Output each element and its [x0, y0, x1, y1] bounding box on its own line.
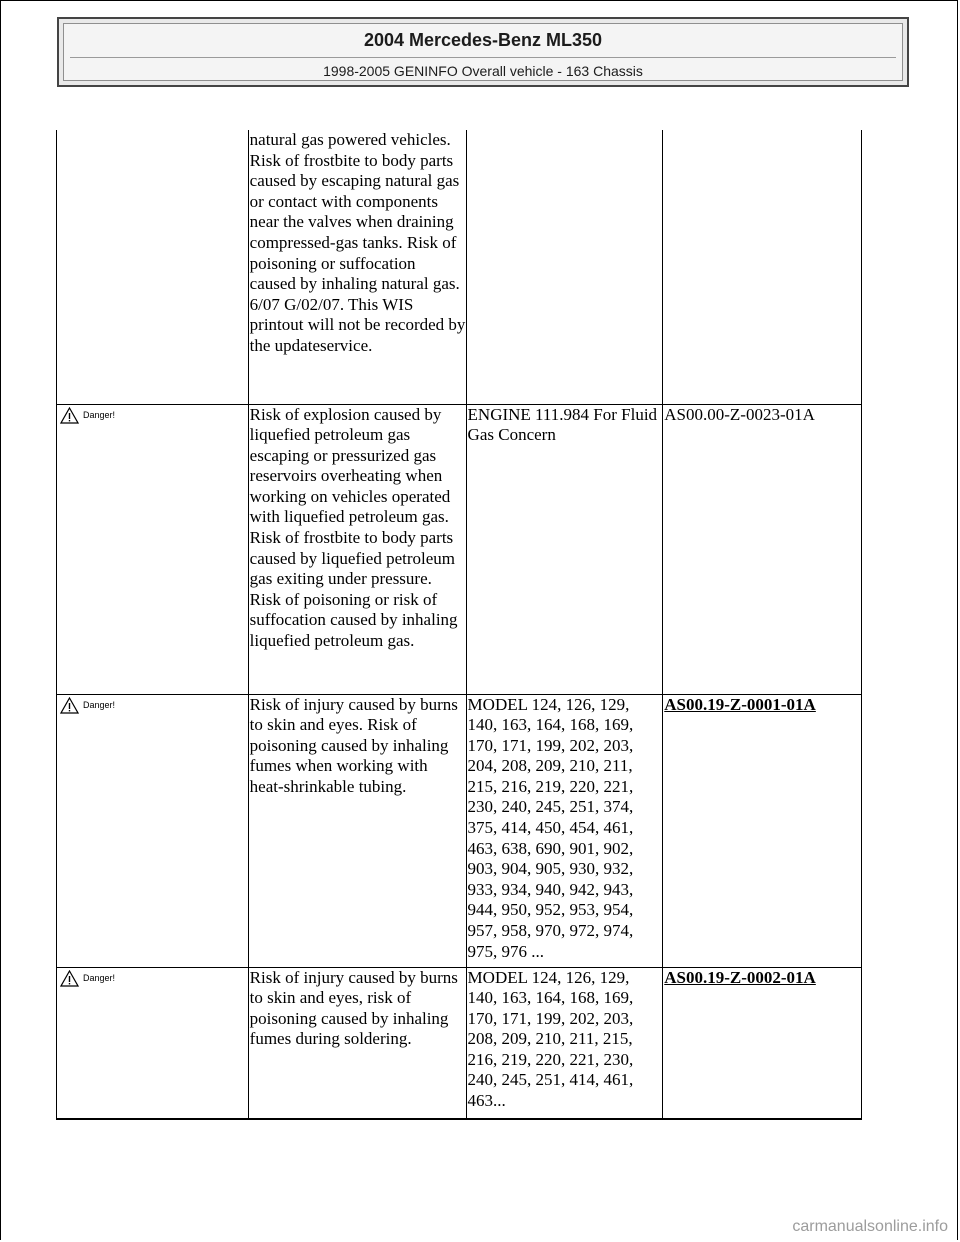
model-cell — [466, 404, 663, 694]
document-cell — [663, 404, 862, 694]
model-text: MODEL 124, 126, 129, 140, 163, 164, 168, 169, 170, 171, 199, 202, 203, 208, 209, 210, 211, 215, 216, 219, 220, 221, 230, 240, 245, 251, 414, 461, 463... — [467, 967, 634, 1111]
document-header — [57, 17, 909, 87]
header-inner-frame — [63, 23, 903, 81]
model-cell — [466, 130, 663, 404]
model-text: MODEL 124, 126, 129, 140, 163, 164, 168, 169, 170, 171, 199, 202, 203, 204, 208, 209, 210, 211, 215, 216, 219, 220, 221, 230, 240, 245, 251, 374, 375, 414, 450, 454, 461, 463, 638, 690, 901, 902, 903, 904, 905, 930, 932, 933, 934, 940, 942, 943, 944, 950, 952, 953, 954, 957, 958, 970, 972, 974, 975, 976 ... — [467, 694, 634, 961]
icon-cell — [57, 130, 249, 404]
header-title: 2004 Mercedes-Benz ML350 — [363, 30, 603, 50]
warning-triangle-icon — [60, 407, 79, 424]
document-cell — [663, 130, 862, 404]
model-text: ENGINE 111.984 For Fluid Gas Concern — [467, 404, 658, 445]
document-cell — [663, 694, 862, 967]
danger-label: Danger! — [83, 973, 116, 983]
safety-notes-table — [56, 130, 862, 1120]
model-cell — [466, 694, 663, 967]
model-cell — [466, 967, 663, 1119]
danger-badge — [60, 970, 115, 987]
table-row — [57, 967, 862, 1119]
header-subtitle: 1998-2005 GENINFO Overall vehicle - 163 Chassis — [323, 63, 643, 79]
icon-cell — [57, 694, 249, 967]
document-link[interactable]: AS00.19-Z-0002-01A — [664, 967, 816, 987]
note-text: Risk of explosion caused by liquefied petroleum gas escaping or pressurized gas reservoirs overheating when working on vehicles operated with liquefied petroleum gas. Risk of frostbite to body parts caused by liquefied petroleum gas exiting under pressure. Risk of poisoning or risk of suffocation caused by inhaling liquefied petroleum gas. — [249, 404, 458, 651]
danger-label: Danger! — [83, 410, 116, 420]
warning-triangle-icon — [60, 697, 79, 714]
document-number: AS00.00-Z-0023-01A — [664, 404, 815, 424]
text-cell — [248, 694, 466, 967]
text-cell — [248, 404, 466, 694]
danger-label: Danger! — [83, 700, 116, 710]
danger-badge — [60, 407, 115, 424]
danger-badge — [60, 697, 115, 714]
document-cell — [663, 967, 862, 1119]
note-text: Risk of injury caused by burns to skin and eyes. Risk of poisoning caused by inhaling fumes when working with heat-shrinkable tubing. — [249, 694, 458, 796]
table-row — [57, 130, 862, 404]
warning-triangle-icon — [60, 970, 79, 987]
note-text: natural gas powered vehicles. Risk of frostbite to body parts caused by escaping natural gas or contact with components near the valves when draining compressed-gas tanks. Risk of poisoning or suffocation caused by inhaling natural gas. 6/07 G/02/07. This WIS printout will not be recorded by the updateservice. — [249, 130, 466, 355]
table-row — [57, 694, 862, 967]
note-text: Risk of injury caused by burns to skin and eyes, risk of poisoning caused by inhaling fumes during soldering. — [249, 967, 458, 1049]
text-cell — [248, 967, 466, 1119]
document-link[interactable]: AS00.19-Z-0001-01A — [664, 694, 816, 714]
icon-cell — [57, 967, 249, 1119]
table-row — [57, 404, 862, 694]
text-cell — [248, 130, 466, 404]
header-divider — [70, 57, 896, 58]
site-watermark: carmanualsonline.info — [792, 1218, 948, 1235]
icon-cell — [57, 404, 249, 694]
